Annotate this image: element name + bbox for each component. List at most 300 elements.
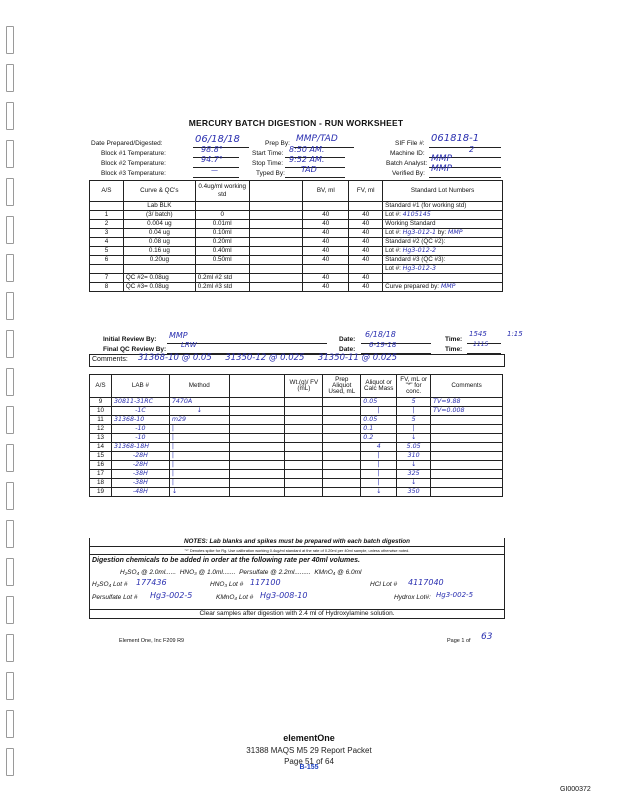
table-cell	[249, 202, 303, 211]
date-value: 06/18/18	[195, 134, 240, 145]
chemicals-title: Digestion chemicals to be added in order at the following rate per 40ml volumes.	[92, 557, 361, 564]
table-cell	[323, 470, 361, 479]
table-cell: Curve prepared by: MMP	[383, 283, 503, 292]
table-cell: 4	[361, 443, 397, 452]
review-date-value: 6/18/18	[365, 330, 396, 339]
machine-value: 2	[469, 145, 475, 154]
binder-hole	[6, 330, 14, 358]
typed-value: TAD	[301, 165, 317, 174]
table-cell	[249, 283, 303, 292]
table-cell: 15	[90, 452, 112, 461]
persulfate-value: Hg3-002-5	[150, 591, 193, 600]
table-cell: 40	[303, 256, 349, 265]
table-cell: FV, mL or "*" for conc.	[397, 375, 431, 398]
table-cell: Wt.(g)/ FV (mL)	[285, 375, 323, 398]
table-cell	[249, 181, 303, 202]
worksheet-title: MERCURY BATCH DIGESTION - RUN WORKSHEET	[188, 118, 404, 128]
table-cell: 0.2	[361, 434, 397, 443]
binder-hole	[6, 140, 14, 168]
table-cell	[195, 202, 249, 211]
binder-hole	[6, 520, 14, 548]
table-cell	[383, 274, 503, 283]
table-row	[90, 202, 503, 211]
table-cell: ↓	[397, 434, 431, 443]
hcl-value: 4117040	[408, 578, 444, 587]
table-cell: 0.1	[361, 425, 397, 434]
table-cell: 7	[90, 274, 124, 283]
table-cell: 350	[397, 488, 431, 497]
table-cell: m29	[169, 416, 229, 425]
binder-hole	[6, 596, 14, 624]
table-cell: 40	[349, 211, 383, 220]
table-cell: 40	[349, 229, 383, 238]
binder-hole	[6, 482, 14, 510]
table-cell	[323, 452, 361, 461]
table-cell: Lab BLK	[123, 202, 195, 211]
stop-value: 9:52 AM.	[289, 155, 325, 164]
lot-qc3: Hg3-012-3	[402, 265, 436, 272]
table-cell	[249, 211, 303, 220]
h2so4-label: H₂SO₄ Lot #	[92, 581, 128, 588]
table-cell	[195, 265, 249, 274]
table-cell: Standard #3 (QC #3):	[383, 256, 503, 265]
table-cell	[229, 434, 285, 443]
sheet-page-label: Page 1 of	[447, 638, 471, 644]
comments-label: Comments:	[92, 356, 128, 363]
table-cell	[323, 425, 361, 434]
table-cell: -38H	[111, 470, 169, 479]
table-cell: |	[169, 434, 229, 443]
table-cell	[249, 274, 303, 283]
table-cell: ↓	[397, 461, 431, 470]
table-cell: LAB #	[111, 375, 169, 398]
table-cell	[323, 479, 361, 488]
table-cell	[303, 265, 349, 274]
table-cell	[229, 479, 285, 488]
table-cell	[431, 425, 503, 434]
table-cell	[285, 479, 323, 488]
table-cell: |	[361, 479, 397, 488]
notes-line: NOTES: Lab blanks and spikes must be prepared with each batch digestion	[89, 538, 505, 547]
table-cell: 0.40ml	[195, 247, 249, 256]
table-cell	[249, 265, 303, 274]
bates-stamp: B-155	[299, 764, 319, 771]
final-time-label: Time:	[445, 346, 463, 353]
table-cell: QC #3= 0.08ug	[123, 283, 195, 292]
machine-label: Machine ID:	[390, 150, 425, 157]
table-cell: Standard #1 (for working std)	[383, 202, 503, 211]
binder-hole	[6, 216, 14, 244]
table-cell	[229, 398, 285, 407]
table-cell: 0.20ug	[123, 256, 195, 265]
table-cell	[90, 265, 124, 274]
table-cell: 0.2ml #2 std	[195, 274, 249, 283]
table-row	[90, 452, 503, 461]
table-cell: |	[169, 461, 229, 470]
table-cell: |	[169, 443, 229, 452]
table-cell: 9	[90, 398, 112, 407]
table-cell: Lot #: Hg3-012-3	[383, 265, 503, 274]
final-date-value: 6-19-18	[369, 341, 397, 349]
table-row	[90, 398, 503, 407]
binder-hole	[6, 178, 14, 206]
table-cell: ↓	[361, 488, 397, 497]
table-row	[90, 247, 503, 256]
prep-label: Prep By:	[265, 140, 290, 147]
table-cell: 0.04 ug	[123, 229, 195, 238]
binder-hole	[6, 26, 14, 54]
chemical-rates: H₂SO₄ @ 2.0ml...... HNO₃ @ 1.0ml....... Persulfate @ 2.2ml......... KMnO₄ @ 6.0ml	[120, 569, 362, 576]
table-cell	[323, 398, 361, 407]
header-cell: 0.4ug/ml working std	[195, 181, 249, 202]
analyst-label: Batch Analyst:	[386, 160, 428, 167]
binder-hole	[6, 634, 14, 662]
table-cell: 4	[90, 238, 124, 247]
table-cell: 31368-10	[111, 416, 169, 425]
table-cell: |	[169, 452, 229, 461]
table-cell: TV=9.88	[431, 398, 503, 407]
table-row	[90, 443, 503, 452]
prep-value: MMP/TAD	[296, 134, 338, 144]
table-cell: 12	[90, 425, 112, 434]
table-row	[90, 407, 503, 416]
table-row	[90, 425, 503, 434]
table-row	[90, 416, 503, 425]
table-row	[90, 488, 503, 497]
clear-samples-note: Clear samples after digestion with 2.4 ml of Hydroxylamine solution.	[89, 610, 505, 619]
table-cell: 40	[349, 283, 383, 292]
table-cell	[123, 265, 195, 274]
table-cell: 40	[303, 238, 349, 247]
h2so4-value: 177436	[136, 578, 167, 587]
table-cell	[229, 461, 285, 470]
table-cell: Aliquot or Calc Mass	[361, 375, 397, 398]
spike-note: "*" Denotes spike for Rg. Use calibration working 0.4ug/ml standard at the rate of 0.20ml per 40ml sample, unless otherwise noted.	[89, 547, 505, 555]
table-cell: 0.08 ug	[123, 238, 195, 247]
table-cell	[249, 247, 303, 256]
table-cell: 0.05	[361, 398, 397, 407]
table-cell: -28H	[111, 452, 169, 461]
block3-value: —	[211, 166, 218, 174]
table-cell: Lot #: Hg3-012-2	[383, 247, 503, 256]
curve-table	[89, 180, 503, 292]
initial-review-value: MMP	[169, 331, 188, 340]
date-label: Date Prepared/Digested:	[91, 140, 163, 147]
table-cell: 2	[90, 220, 124, 229]
form-id: Element One, Inc F209 R9	[119, 638, 185, 644]
table-cell: 14	[90, 443, 112, 452]
block3-label: Block #3 Temperature:	[101, 170, 166, 177]
binder-hole	[6, 444, 14, 472]
table-cell	[229, 375, 285, 398]
table-cell: -48H	[111, 488, 169, 497]
sif-label: SIF File #:	[395, 140, 425, 147]
table-cell: 5	[397, 416, 431, 425]
table-cell	[249, 238, 303, 247]
table-cell	[431, 470, 503, 479]
sample-table	[89, 374, 503, 497]
review-date-label: Date:	[339, 336, 356, 343]
table-cell: Working Standard	[383, 220, 503, 229]
table-cell	[229, 425, 285, 434]
table-cell	[285, 416, 323, 425]
table-cell: 0.2ml #3 std	[195, 283, 249, 292]
table-row	[90, 238, 503, 247]
brand-logo: elementOne	[283, 733, 335, 743]
table-cell: Standard #2 (QC #2):	[383, 238, 503, 247]
table-cell: |	[169, 470, 229, 479]
table-cell: 31368-18H	[111, 443, 169, 452]
table-row	[90, 256, 503, 265]
table-cell: 0.05	[361, 416, 397, 425]
table-cell: 40	[303, 274, 349, 283]
table-cell: 40	[349, 274, 383, 283]
table-cell: -10	[111, 425, 169, 434]
header-cell: Standard Lot Numbers	[383, 181, 503, 202]
table-cell	[431, 461, 503, 470]
stop-label: Stop Time:	[252, 160, 284, 167]
block1-label: Block #1 Temperature:	[101, 150, 166, 157]
table-cell	[229, 443, 285, 452]
table-cell	[323, 443, 361, 452]
hcl-label: HCl Lot #	[370, 581, 398, 588]
table-cell	[229, 407, 285, 416]
table-cell: Lot #: Hg3-012-1 by: MMP	[383, 229, 503, 238]
table-cell: ↓	[169, 407, 229, 416]
table-cell: |	[397, 425, 431, 434]
hydrox-value: Hg3-002-5	[436, 591, 474, 599]
table-cell: ↓	[169, 488, 229, 497]
table-cell: 16	[90, 461, 112, 470]
table-cell	[229, 452, 285, 461]
persulfate-label: Persulfate Lot #	[92, 594, 138, 601]
table-cell	[349, 265, 383, 274]
table-cell	[323, 461, 361, 470]
final-date-label: Date:	[339, 346, 356, 353]
table-cell: Prep Aliquot Used, mL	[323, 375, 361, 398]
table-cell: 325	[397, 470, 431, 479]
sheet-page-total: 63	[481, 632, 493, 642]
table-cell: |	[361, 452, 397, 461]
table-cell: |	[169, 425, 229, 434]
table-cell	[323, 407, 361, 416]
table-cell: 5	[90, 247, 124, 256]
table-cell	[431, 479, 503, 488]
table-cell: 40	[349, 220, 383, 229]
margin-note: 1:15	[507, 330, 523, 338]
initial-review-label: Initial Review By:	[103, 336, 157, 343]
typed-label: Typed By:	[256, 170, 285, 177]
run-worksheet	[89, 118, 523, 644]
table-cell: 0.50ml	[195, 256, 249, 265]
table-cell: 40	[349, 238, 383, 247]
table-cell: 40	[303, 220, 349, 229]
binder-hole	[6, 406, 14, 434]
binder-hole	[6, 672, 14, 700]
table-row	[90, 274, 503, 283]
comments-box	[89, 354, 505, 367]
table-cell	[229, 416, 285, 425]
table-cell: 0.16 ug	[123, 247, 195, 256]
verified-label: Verified By:	[392, 170, 425, 177]
block1-value: 98.8°	[201, 145, 223, 154]
table-row	[90, 470, 503, 479]
table-cell: 3	[90, 229, 124, 238]
table-cell: 40	[303, 283, 349, 292]
table-cell: 11	[90, 416, 112, 425]
binder-hole	[6, 64, 14, 92]
table-row	[90, 211, 503, 220]
hydrox-label: Hydrox Lot#:	[394, 594, 431, 601]
table-cell	[323, 416, 361, 425]
binder-hole	[6, 254, 14, 282]
table-cell	[285, 461, 323, 470]
table-cell	[431, 434, 503, 443]
lot-qc2: Hg3-012-2	[402, 247, 436, 254]
hno3-label: HNO₃ Lot #	[210, 581, 244, 588]
report-title: 31388 MAQS M5 29 Report Packet	[246, 746, 372, 755]
table-cell: 18	[90, 479, 112, 488]
table-cell: 6	[90, 256, 124, 265]
start-value: 8:50 AM.	[289, 145, 325, 154]
table-cell: -10	[111, 434, 169, 443]
sif-value: 061818-1	[431, 133, 480, 144]
table-cell	[431, 416, 503, 425]
table-cell: QC #2= 0.08ug	[123, 274, 195, 283]
kmno4-label: KMnO₄ Lot #	[216, 594, 254, 601]
table-cell: 0.01ml	[195, 220, 249, 229]
table-cell: 40	[349, 256, 383, 265]
table-cell: (3/ batch)	[123, 211, 195, 220]
table-row	[90, 283, 503, 292]
table-cell	[285, 488, 323, 497]
table-cell: |	[361, 461, 397, 470]
table-cell: Method	[169, 375, 229, 398]
page-number: Page 51 of 64	[284, 757, 334, 766]
chemicals-box	[89, 555, 505, 610]
table-cell: 0	[195, 211, 249, 220]
table-row	[90, 229, 503, 238]
table-cell	[249, 229, 303, 238]
table-cell	[249, 256, 303, 265]
final-time-value: 1115	[473, 341, 489, 348]
table-cell	[229, 488, 285, 497]
table-cell: 17	[90, 470, 112, 479]
table-cell	[285, 398, 323, 407]
block2-label: Block #2 Temperature:	[101, 160, 166, 167]
hno3-value: 117100	[250, 578, 281, 587]
table-cell: 30811-31RC	[111, 398, 169, 407]
table-cell	[323, 434, 361, 443]
table-cell: 8	[90, 283, 124, 292]
table-cell	[431, 452, 503, 461]
table-cell: 0.004 ug	[123, 220, 195, 229]
table-cell: TV=0.008	[431, 407, 503, 416]
table-cell: 5.05	[397, 443, 431, 452]
binder-hole	[6, 558, 14, 586]
table-cell	[90, 202, 124, 211]
header-cell: Curve & QC's	[123, 181, 195, 202]
table-cell: |	[169, 479, 229, 488]
table-cell: 13	[90, 434, 112, 443]
doc-id: GI000372	[560, 786, 591, 793]
table-cell: -38H	[111, 479, 169, 488]
table-row	[90, 434, 503, 443]
table-cell	[431, 443, 503, 452]
table-cell: |	[397, 407, 431, 416]
table-cell	[431, 488, 503, 497]
table-cell	[285, 425, 323, 434]
final-review-value: LRW	[181, 341, 197, 349]
table-row	[90, 479, 503, 488]
table-cell: 7470A	[169, 398, 229, 407]
review-time-label: Time:	[445, 336, 463, 343]
table-cell	[285, 452, 323, 461]
lot-working: Hg3-012-1	[402, 229, 436, 236]
table-cell: 40	[349, 247, 383, 256]
binder-hole	[6, 368, 14, 396]
block2-value: 94.7°	[201, 155, 223, 164]
table-cell: 19	[90, 488, 112, 497]
table-row	[90, 461, 503, 470]
table-cell: 40	[303, 229, 349, 238]
binder-hole	[6, 102, 14, 130]
table-cell: 0.10ml	[195, 229, 249, 238]
table-cell	[303, 202, 349, 211]
table-cell: 0.20ml	[195, 238, 249, 247]
table-cell: |	[361, 470, 397, 479]
table-cell: 310	[397, 452, 431, 461]
table-cell	[229, 470, 285, 479]
table-cell: A/S	[90, 375, 112, 398]
table-row	[90, 265, 503, 274]
review-time-value: 1545	[469, 330, 487, 338]
table-cell: Lot #: 4105145	[383, 211, 503, 220]
table-cell: ↓	[397, 479, 431, 488]
table-row	[90, 220, 503, 229]
header-cell: A/S	[90, 181, 124, 202]
table-cell: 5	[397, 398, 431, 407]
table-cell	[323, 488, 361, 497]
table-cell: -28H	[111, 461, 169, 470]
table-cell: -1C	[111, 407, 169, 416]
table-cell: 40	[303, 211, 349, 220]
table-cell	[285, 434, 323, 443]
lot-std1: 4105145	[402, 211, 431, 218]
table-cell	[285, 443, 323, 452]
verified-value: MMP	[431, 164, 452, 174]
curve-table-header	[90, 181, 503, 202]
table-cell: 1	[90, 211, 124, 220]
analyst-value: MMP	[431, 154, 452, 164]
table-cell: Comments	[431, 375, 503, 398]
sample-table-header	[90, 375, 503, 398]
table-cell	[285, 407, 323, 416]
comments-value: 31368-10 @ 0.05 31350-12 @ 0.025 31350-11 @ 0.025	[138, 353, 398, 363]
header-cell: FV, ml	[349, 181, 383, 202]
start-label: Start Time:	[252, 150, 284, 157]
table-cell	[249, 220, 303, 229]
final-review-label: Final QC Review By:	[103, 346, 167, 353]
table-cell	[285, 470, 323, 479]
table-cell: 10	[90, 407, 112, 416]
table-cell: 40	[303, 247, 349, 256]
table-cell: |	[361, 407, 397, 416]
binder-hole	[6, 292, 14, 320]
kmno4-value: Hg3-008-10	[260, 591, 308, 600]
header-cell: BV, ml	[303, 181, 349, 202]
table-cell	[349, 202, 383, 211]
